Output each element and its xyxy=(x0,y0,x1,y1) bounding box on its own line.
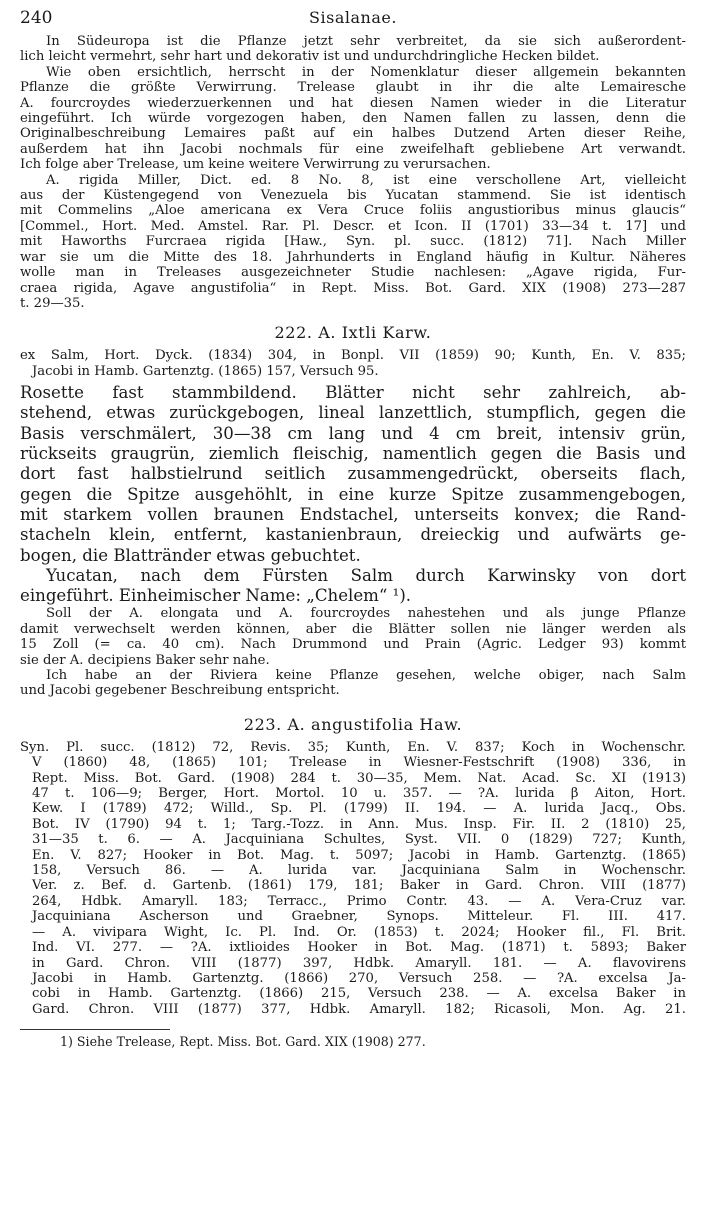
text-line: mit Haworths Furcraea rigida [Haw., Syn. pl. succ. (1812) 71]. Nach Miller xyxy=(20,234,686,250)
text-line: Bot. IV (1790) 94 t. 1; Targ.-Tozz. in Ann. Mus. Insp. Fir. II. 2 (1810) 25, xyxy=(32,816,686,832)
footnote: 1) Siehe Trelease, Rept. Miss. Bot. Gard. XIX (1908) 277. xyxy=(60,1034,426,1050)
section-heading-222: 222. A. Ixtli Karw. xyxy=(274,323,432,343)
paragraph-nomenclature xyxy=(20,65,686,173)
text-line: stacheln klein, entfernt, kastanienbraun, dreieckig und aufwärts ge- xyxy=(20,525,686,545)
text-line: In Südeuropa ist die Pflanze jetzt sehr verbreitet, da sie sich außerordent- xyxy=(46,34,686,49)
text-line: aus der Küstengegend von Venezuela bis Yucatan stammend. Sie ist identisch xyxy=(20,188,686,204)
text-line: 264, Hdbk. Amaryll. 183; Terracc., Primo Contr. 43. — A. Vera-Cruz var. xyxy=(32,893,686,909)
text-line: und Jacobi gegebener Beschreibung entspricht. xyxy=(20,683,340,699)
page-number: 240 xyxy=(20,8,53,28)
section-heading-223: 223. A. angustifolia Haw. xyxy=(243,714,463,734)
text-line: ex Salm, Hort. Dyck. (1834) 304, in Bonpl. VII (1859) 90; Kunth, En. V. 835; xyxy=(20,348,686,364)
text-line: En. V. 827; Hooker in Bot. Mag. t. 5097; Jacobi in Hamb. Gartenztg. (1865) xyxy=(32,847,686,863)
text-line: Ind. VI. 277. — ?A. ixtlioides Hooker in Bot. Mag. (1871) t. 5893; Baker xyxy=(32,940,686,956)
text-line: cobi in Hamb. Gartenztg. (1866) 215, Versuch 238. — A. excelsa Baker in xyxy=(32,986,686,1002)
text-line: Ver. z. Bef. d. Gartenb. (1861) 179, 181; Baker in Gard. Chron. VIII (1877) xyxy=(32,878,686,894)
text-line: 47 t. 106—9; Berger, Hort. Mortol. 10 u. 357. — ?A. lurida β Aiton, Hort. xyxy=(32,786,686,802)
text-line: Soll der A. elongata und A. fourcroydes nahestehen und als junge Pflanze xyxy=(46,606,686,622)
text-line: außerdem hat ihn Jacobi nochmals für eine zweifelhaft gebliebene Art verwandt. xyxy=(20,141,686,157)
text-line: dort fast halbstielrund seitlich zusammengedrückt, oberseits flach, xyxy=(20,464,686,484)
text-line: Kew. I (1789) 472; Willd., Sp. Pl. (1799) II. 194. — A. lurida Jacq., Obs. xyxy=(32,801,686,817)
text-line: [Commel., Hort. Med. Amstel. Rar. Pl. Descr. et Icon. II (1701) 33—34 t. 17] und xyxy=(20,218,686,234)
text-line: 31—35 t. 6. — A. Jacquiniana Schultes, Syst. VII. 0 (1829) 727; Kunth, xyxy=(32,832,686,848)
text-line: Jacobi in Hamb. Gartenztg. (1865) 157, Versuch 95. xyxy=(32,363,379,379)
text-line: Gard. Chron. VIII (1877) 377, Hdbk. Amaryll. 182; Ricasoli, Mon. Ag. 21. xyxy=(32,1001,686,1017)
text-line: Yucatan, nach dem Fürsten Salm durch Karwinsky von dort xyxy=(46,565,686,585)
text-line: lich leicht vermehrt, sehr hart und dekorativ ist und undurchdringliche Hecken bildet. xyxy=(20,49,600,65)
page-header xyxy=(20,0,686,34)
paragraph-distribution xyxy=(20,34,686,65)
text-line: mit starkem vollen braunen Endstachel, unterseits konvex; die Rand- xyxy=(20,504,686,524)
text-line: rückseits graugrün, ziemlich fleischig, namentlich gegen die Basis und xyxy=(20,444,686,464)
text-line: eingeführt. Ich würde vorgezogen haben, den Namen fallen zu lassen, denn die xyxy=(20,111,686,127)
text-line: damit verwechselt werden können, aber die Blätter sollen nie länger werden als xyxy=(20,621,686,637)
description-222 xyxy=(20,383,686,606)
text-line: wolle man in Treleases ausgezeichneter Studie nachlesen: „Agave rigida, Fur- xyxy=(20,265,686,281)
text-line: war sie um die Mitte des 18. Jahrhunderts in England häufig in Kultur. Näheres xyxy=(20,249,686,265)
text-line: Wie oben ersichtlich, herrscht in der Nomenklatur dieser allgemein bekannten xyxy=(46,64,686,80)
text-line: sie der A. decipiens Baker sehr nahe. xyxy=(20,652,270,668)
citation-222 xyxy=(20,348,686,379)
text-line: in Gard. Chron. VIII (1877) 397, Hdbk. Amaryll. 181. — A. flavovirens xyxy=(32,955,686,971)
text-line: V (1860) 48, (1865) 101; Trelease in Wiesner-Festschrift (1908) 336, in xyxy=(32,755,686,771)
text-line: A. rigida Miller, Dict. ed. 8 No. 8, ist eine verschollene Art, vielleicht xyxy=(46,172,686,188)
text-line: Rept. Miss. Bot. Gard. (1908) 284 t. 30—35, Mem. Nat. Acad. Sc. XI (1913) xyxy=(32,770,686,786)
text-line: eingeführt. Einheimischer Name: „Chelem“ ¹). xyxy=(20,586,412,606)
text-line: 158, Versuch 86. — A. lurida var. Jacquiniana Salm in Wochenschr. xyxy=(32,863,686,879)
text-line: Ich folge aber Trelease, um keine weitere Verwirrung zu verursachen. xyxy=(20,157,491,173)
text-line: gegen die Spitze ausgehöhlt, in eine kurze Spitze zusammengebogen, xyxy=(20,484,686,504)
text-line: Syn. Pl. succ. (1812) 72, Revis. 35; Kunth, En. V. 837; Koch in Wochenschr. xyxy=(20,739,686,755)
text-line: Jacobi in Hamb. Gartenztg. (1866) 270, Versuch 258. — ?A. excelsa Ja- xyxy=(32,970,686,986)
text-line: Jacquiniana Ascherson und Graebner, Synops. Mitteleur. Fl. III. 417. xyxy=(32,909,686,925)
text-line: Basis verschmälert, 30—38 cm lang und 4 cm breit, intensiv grün, xyxy=(20,423,686,443)
text-line: Rosette fast stammbildend. Blätter nicht sehr zahlreich, ab- xyxy=(20,383,686,403)
text-line: Originalbeschreibung Lemaires paßt auf ein halbes Dutzend Arten dieser Reihe, xyxy=(20,126,686,142)
text-line: — A. vivipara Wight, Ic. Pl. Ind. Or. (1853) t. 2024; Hooker fil., Fl. Brit. xyxy=(32,924,686,940)
text-line: stehend, etwas zurückgebogen, lineal lanzettlich, stumpflich, gegen die xyxy=(20,403,686,423)
text-line: Ich habe an der Riviera keine Pflanze gesehen, welche obiger, nach Salm xyxy=(46,668,686,684)
text-line: Pflanze die größte Verwirrung. Trelease glaubt in ihr die alte Lemairesche xyxy=(20,80,686,96)
text-line: A. fourcroydes wiederzuerkennen und hat diesen Namen wieder in die Literatur xyxy=(20,95,686,111)
text-line: craea rigida, Agave angustifolia“ in Rept. Miss. Bot. Gard. XIX (1908) 273—287 xyxy=(20,280,686,296)
text-line: mit Commelins „Aloe americana ex Vera Cruce foliis angustioribus minus glaucis“ xyxy=(20,203,686,219)
footnote-rule xyxy=(20,1029,170,1030)
text-line: 15 Zoll (= ca. 40 cm). Nach Drummond und Prain (Agric. Ledger 93) kommt xyxy=(20,637,686,653)
note-222 xyxy=(20,606,686,698)
paragraph-agave-rigida xyxy=(20,173,686,312)
text-line: bogen, die Blattränder etwas gebuchtet. xyxy=(20,545,361,565)
synonymy-223 xyxy=(20,740,686,1017)
running-title: Sisalanae. xyxy=(309,8,397,27)
text-line: t. 29—35. xyxy=(20,295,85,311)
